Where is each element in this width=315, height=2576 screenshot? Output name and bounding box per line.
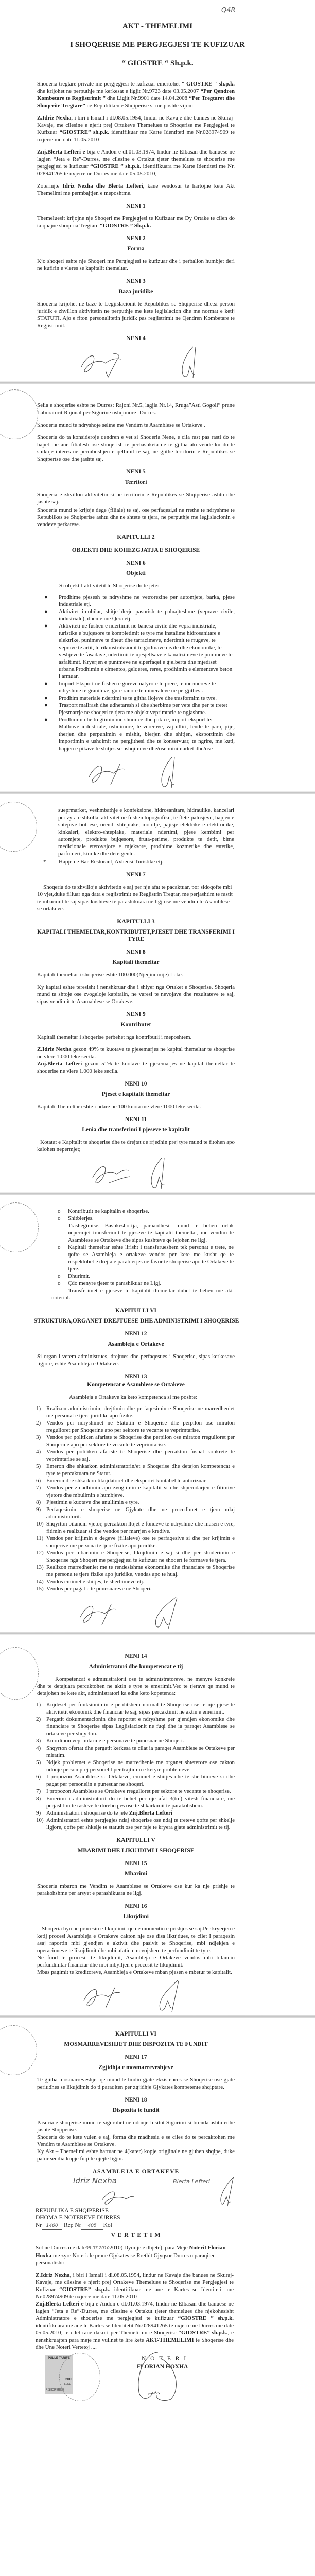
signature-idriz-mark <box>98 2188 134 2207</box>
list-item-text: Pergatit dokumentacionin dhe raportet e ndryshme per gjendjen ekonomike dhe financiare te Shoqerise sipas Legjislacionit ne fuqi dhe ia paraqet Asamblese se ortakeve per shqyrtim. <box>46 1716 235 1737</box>
list-item <box>36 1520 235 1535</box>
article-text: Si organ i vetem administrues, drejtues dhe perfaqesues i Shoqerise, sipas kerkesave ligjore, eshte Asambleja e Ortakeve. <box>37 1353 235 1367</box>
article-title: Zgjidhja e mosmarreveshjeve <box>98 2064 173 2071</box>
verification-title: V E R T E T I M <box>111 2232 161 2239</box>
list-number: 10) <box>36 1817 44 1823</box>
chapter-heading: KAPITULLI 3 <box>117 919 155 925</box>
article-text: Kotatat e Kapitalit te shoqerise dhe te drejtat qe rrjedhin prej tyre mund te fitohen apo kalohen nepermjet; <box>37 1139 235 1153</box>
signature-idriz: Idriz Nexha <box>73 2176 117 2185</box>
article-heading: NENI 12 <box>125 1331 147 1337</box>
article-text: Shoqeria do te zhvilloje aktivitetin e saj per nje afat te pacaktuar, por sidoqofte mbi 10 vjet,duke filluar nga data e regjistrimit ne Regjistrin Tregtar, me perjashtim te rastit te mbarimit te saj sipas kushteve te parashikuara ne ligj ose me vendim te Asamblese se ortakeve. <box>37 884 233 912</box>
list-number: 5) <box>36 1463 41 1469</box>
notary-signature-label: N O T E R I <box>142 2355 188 2362</box>
verification-blerta: Znj.Blerta Lefteri e bija e Andon e dl.01.03.1974, lindur ne Elbasan dhe banuese ne lagjen “Jeta e Re”-Durres, me cilesine e Ortakut tjeter themelues dhe njekohesisht Administratore e shoqerise me pergjegjesi te kufizuar “GIOSTRE ” sh.p.k. identifikuara me ane te Kartes se Identitetit Nr.028941265 te nxjerre ne Durres me date 05.05.2010, te cilet rane dakort per Themelimin e Shoqerise “GIOSTRE” sh.p.k., e nenshkruajten para meje me vullnet te lire kete AKT-THEMELIMI te Shoqerise dhe dhe Une Noteri Vertetoj .... <box>36 2301 234 2350</box>
article-heading: NENI 3 <box>126 278 146 284</box>
list-item-text: Vendos cmimet e shitjes, te sherbimeve etj. <box>46 1579 145 1585</box>
list-item-text: Vendos per politiken afariste te Shoqerise dhe perpilon ose miraton rregulloret per Shoqerine apo per sektore te vecante te veprimtarise. <box>46 1434 235 1448</box>
article-heading: NENI 4 <box>126 335 146 342</box>
assembly-title: ASAMBLEJA E ORTAKEVE <box>92 2168 180 2175</box>
chapter-title: MOSMARREVESHJET DHE DISPOZITA TE FUNDIT <box>64 2041 208 2047</box>
list-number: 11) <box>36 1535 44 1541</box>
article-heading: NENI 10 <box>125 1081 147 1087</box>
list-item-text: Emeron dhe shkarkon likujdatoret dhe ekspertet kontabel te autorizuar. <box>46 1478 207 1484</box>
list-item <box>36 1463 235 1477</box>
list-number: 4) <box>36 1745 41 1751</box>
list-number: 3) <box>36 1738 41 1744</box>
list-item: o Kapitali themeltar eshte lirisht i transferueshem tek personat e trete, ne qofte se Asambleja e ortakeve vendos per kete me kusht qe te respektohet e drejta e parablerjes ne favor te shoqerise apo te Ortakeve te tjere. <box>58 1244 234 1272</box>
article-title: Kontributet <box>120 1022 151 1028</box>
list-item <box>36 1549 235 1564</box>
list-number: 10) <box>36 1521 44 1527</box>
list-item: ● Import-Eksport ne fushen e gureve natyrore te prere, te mermereve te ndryshme te graniteve, gure ranore te mineraleve ne pergjithesi. <box>44 681 216 694</box>
article-heading: NENI 13 <box>125 1374 147 1380</box>
article-title: Territori <box>125 479 147 485</box>
article-title: Baza juridike <box>118 289 153 295</box>
list-number: 6) <box>36 1478 41 1484</box>
transfer-list <box>58 1208 234 1287</box>
circle-bullet-icon: o <box>58 1208 61 1214</box>
list-item-text: Administratori i shoqerise do te jete Znj.Blerta Lefteri <box>46 1810 172 1816</box>
list-item-text: Kujdeset per funksionimin e perditshem normal te Shoqerise ose te nje pjese te aktivitetit ekonomik dhe financiar te saj, sipas percaktimit ne aktin e emerimit. <box>46 1702 235 1715</box>
chapter-heading: KAPITULLI VI <box>115 2031 156 2037</box>
share-blerta: Znj.Blerta Lefteri gezon 51% te kuotave te pjesemarjes ne kapital themeltar te shoqerise ne vlere 1.000 leke secila. <box>37 1061 235 1074</box>
page-1 <box>0 0 315 381</box>
intro-paragraph: Shoqeria tregtare private me pergjegjesi te kufizuar emertohet " GIOSTRE " sh.p.k. dhe krijohet ne perputhje me kerkesat e ligjit Nr.9723 date 03.05.2007 “Per Qendren Kombetare te Regjistrimit ” dhe Ligjit Nr.9901 date 14.04.2008 “Per Tregtaret dhe Shoqerite Tregtare” ne Republiken e Shqiperise si me poshte vijon: <box>37 81 235 109</box>
article-text: Shoqeria krijohet ne baze te Legjislacionit te Republikes se Shqiperise dhe,si person juridik e zhvillon aktivitetin ne perputhje me kete legjislacion dhe me normat e ketij STATUTI. Ajo e fiton personalitetin juridik pas regjistrimit ne Qendren Kombetare te Regjistrimit. <box>37 301 235 329</box>
article-heading: NENI 11 <box>125 1116 147 1123</box>
list-number: 13) <box>36 1564 44 1570</box>
circle-bullet-icon: o <box>58 1244 61 1250</box>
list-item: * Hapjen e Bar-Restorant, Axhensi Turistike etj. <box>43 859 164 865</box>
list-item: ● Prodhime pjesesh te ndryshme ne vetrorezine per automjete, barka, pjese industriale etj. <box>44 594 235 607</box>
list-number: 15) <box>36 1586 44 1592</box>
founder-blerta: Znj.Blerta Lefteri e bija e Andon e dl.01.03.1974, lindur ne Elbasan dhe banuese ne lagjen “Jeta e Re”-Durres, me cilesine e Ortakut tjeter themelues te shoqerise me pergjegjesi te kufizuar “GIOSTRE ” sh.p.k. identifikuara me Karte Identiteti me Nr. 028941265 te nxjerre ne Durres me date 05.05.2010, <box>37 149 235 177</box>
article-text: Ky kapital eshte teresisht i nenshkruar dhe i shlyer nga Ortaket e Shoqerise. Shoqeria mund ta shtoje ose zvogeloje kapitalin, ne varesi te nevojave dhe rezultateve te saj, sipas vendimit te Asamablese se Ortakeve. <box>37 984 235 1005</box>
bullet-icon: ● <box>44 594 48 600</box>
article-text: Shoqeria mbaron me Vendim te Asamblese se Ortakeve ose kur ka nje prishje te parakohshme per arsyet e parashikuara ne ligj. <box>37 1883 235 1896</box>
signature-idriz <box>76 1597 117 1628</box>
article-text: Shoqeria mund te krijoje dege (filiale) te saj, ose perfaqesi,si ne rrethe te ndryshme te Republikes se Shqiperise ashtu dhe ne shtete te tjera, ne perputhje me legjislacionin e vendeve perkatese. <box>37 507 235 528</box>
bullet-icon: ● <box>44 717 48 723</box>
article-title: Kapitali themeltar <box>112 959 160 965</box>
signature-blerta <box>178 345 203 379</box>
assembly-signatures <box>0 2175 315 2207</box>
article-title: Administratori dhe kompetencat e tij <box>89 1664 183 1670</box>
chapter-title: OBJEKTI DHE KOHEZGJATJA E SHOQERISE <box>72 547 200 553</box>
circle-bullet-icon: o <box>58 1273 61 1279</box>
signature-row <box>0 1979 315 2013</box>
notary-header <box>36 2207 315 2230</box>
list-item-text: I propozon Asamblese se Ortakeve, cmimet e shitjes dhe te sherbimeve si dhe pagat per personelin e punesuar ne shoqeri. <box>46 1774 235 1787</box>
article-heading: NENI 16 <box>125 1903 147 1909</box>
list-item-text: Pjestimin e kuotave dhe anullimin e tyre. <box>46 1499 139 1505</box>
handwritten-page-mark: Q4R <box>221 7 236 14</box>
article-text: Shoqeria do ta konsideroje qendren e vet si Shoqeria Nene, e cila rast pas rasti do te hapet me ane filialesh ose shoqerish te perbashketa ne te gjitha ato vende ku do te shikoje interes ne permbushjen e qellimit te saj, ne gjithe territorin e Republikes se Shqiperise ose dhe jashte saj. <box>37 434 235 462</box>
list-item: o Shitblerjes. <box>58 1215 94 1222</box>
article-text: Kapitali Themeltar eshte i ndare ne 100 kuota me vlere 1000 leke secila. <box>37 1104 201 1110</box>
list-number: 1) <box>36 1702 41 1708</box>
article-title: Dispozita te fundit <box>112 2107 160 2113</box>
list-item-text: Perfaqesimin e shoqerise ne Gjykate dhe ne procedimet e tjera ndaj administratorit. <box>46 1506 235 1520</box>
notary-seal <box>0 389 38 439</box>
notary-signature <box>135 2351 184 2402</box>
notary-register: Nr 1460 Rep Nr 405 Kol <box>36 2222 315 2230</box>
signature-blerta <box>154 1979 183 2013</box>
list-item <box>36 1744 235 1759</box>
page-3 <box>0 794 315 1192</box>
share-idriz: Z.Idriz Nexha gezon 49% te kuotave te pjesemarjes ne kapital themeltar te shoqerise ne vlere 1.000 leke secila. <box>37 1046 235 1060</box>
article-text: Shoqeria e zhvillon aktivitetin si ne territorin e Republikes se Shqiperise ashtu dhe jashte saj. <box>37 492 235 505</box>
notary-seal <box>0 2025 37 2075</box>
list-item <box>36 1506 235 1520</box>
article-heading: NENI 9 <box>126 1011 146 1018</box>
list-number: 9) <box>36 1810 41 1816</box>
list-item-text: Vendos per mbarimin e Shoqerise, likujdimin e saj si dhe per shnderimin e Shoqerise nga Shoqeri me pergjegjesi te kufizuar ne shoqeri te formave te tjera. <box>46 1550 235 1563</box>
competences-list <box>36 1405 235 1592</box>
bullet-icon: ● <box>44 623 48 629</box>
list-item <box>36 1716 235 1737</box>
list-item: o Dhurimit. <box>58 1273 91 1279</box>
list-item-text: Ndjek problemet e Shoqerise ne marredhenie me organet shteterore ose cakton ndonje person prej personelit per trajtimin e ketyre problemeve. <box>46 1759 235 1773</box>
article-heading: NENI 2 <box>126 235 146 242</box>
notary-seal <box>0 802 37 852</box>
article-title: Mbarimi <box>124 1871 148 1877</box>
document-title: AKT - THEMELIMI <box>122 22 193 30</box>
article-title: Forma <box>127 246 145 252</box>
list-item: ● Aktivitet imobilar, shitje-blerje pasurish te paluajteshme (veprave civile, industriale), dhenie me Qera etj. <box>44 608 235 622</box>
list-item <box>36 1578 235 1585</box>
list-number: 14) <box>36 1579 44 1585</box>
list-item <box>36 1788 235 1795</box>
list-item <box>36 1405 235 1419</box>
list-item <box>36 1448 235 1463</box>
list-item: ● Trasport mallrash dhe udhetaresh si dhe sherbime per vete dhe per te tretet Pjesmarrje ne shoqeri te tjera me objekt veprimtarie te ngjashme. <box>44 702 227 716</box>
circle-bullet-icon: o <box>58 1280 61 1286</box>
page-2 <box>0 384 315 791</box>
notary-signature-area <box>0 2351 315 2402</box>
list-number: 5) <box>36 1759 41 1766</box>
notary-name: FLORIAN HOXHA <box>137 2364 188 2370</box>
list-item-text: Vendos per pagat e te punesuareve ne Shoqeri. <box>46 1586 152 1592</box>
list-item-text: Shqyrton bilancin vjetor, percakton llojet e fondeve te ndryshme dhe masen e tyre, fitimin e realizuar si dhe vendos per marrjen e kredive. <box>46 1521 235 1534</box>
article-heading: NENI 8 <box>126 949 146 955</box>
article-title: Objekti <box>126 570 146 577</box>
page-6 <box>0 2018 315 2404</box>
signature-row <box>0 1156 315 1190</box>
page-4 <box>0 1195 315 1632</box>
article-title: Asambleja e Ortakeve <box>108 1341 164 1347</box>
article-title: Kompetencat e Asamblese se Ortakeve <box>87 1382 185 1388</box>
list-item <box>36 1419 235 1434</box>
rep-number: 405 <box>81 2222 103 2230</box>
notary-seal <box>0 1202 39 1252</box>
article-text: Asambleja e Ortakeve ka keto kompetenca si me poshte: <box>69 1394 198 1400</box>
document-subtitle: I SHOQERISE ME PERGJEGJESI TE KUFIZUAR <box>70 41 245 49</box>
article-text: Kapitali themeltar i shoqerise eshte 100.000(Njeqindmije) Leke. <box>37 972 183 978</box>
list-number: 7) <box>36 1485 41 1491</box>
administrator-name: Znj.Blerta Lefteri <box>129 1810 172 1816</box>
register-number: 1460 <box>42 2222 62 2230</box>
list-item <box>36 1773 235 1788</box>
chapter-title: STRUKTURA,ORGANET DREJTUESE DHE ADMINISTRIMI I SHOQERISE <box>33 1318 239 1324</box>
article-text: Transferimet e pjeseve te kapitalit themeltar duhet te behen me akt noterial. <box>51 1287 233 1301</box>
article-heading: NENI 7 <box>126 872 146 878</box>
list-item-text: Vendos per krijimin e degeve (filialeve) ose te perfaqesive si dhe per krijimin e shoqerive me persona te tjere fizike apo juridike. <box>46 1535 235 1549</box>
signature-blerta-mark <box>216 2175 237 2207</box>
tax-stamp: PULLE TARIFE 200 LEKE R.SHQIPERISE <box>45 2355 73 2394</box>
list-item: o Kontributit ne kapitalin e shoqerise. <box>58 1208 149 1214</box>
notary-country: REPUBLIKA E SHQIPERISE <box>36 2208 109 2214</box>
list-item <box>36 1535 235 1549</box>
article-heading: NENI 5 <box>126 469 146 475</box>
article-heading: NENI 18 <box>125 2097 147 2103</box>
list-number: 2) <box>36 1716 41 1722</box>
chapter-heading: KAPITULLI 2 <box>117 534 155 540</box>
list-item: ● Prodhimin dhe tregtimin me shumice dhe pakice, import-eksport te: Mallrave industriale, ushqimore, te vererave, vaj ulliri, lende te para, pije, therjen dhe perpunimin e mishit, blerjen dhe shitjen, eksportimin dhe importimin e ushqimit ne pergjithesi dhe te konservuar, te ngrire, me kuti, hapjen e pikave te shitjes se ushqimeve dhe/ose minimarket dhe/ose <box>44 717 235 752</box>
signature-idriz <box>85 756 126 787</box>
list-number: 8) <box>36 1795 41 1802</box>
list-number: 7) <box>36 1788 41 1794</box>
list-item-text: Administratori eshte pergjegjes ndaj shoqerise ose ndaj te treteve qofte per shkelje ligjore, qofte per shkelje te statutit ose per faje te kryera gjate administrimit te tij. <box>46 1817 235 1831</box>
signature-idriz <box>77 346 126 378</box>
list-number: 4) <box>36 1449 41 1455</box>
signature-row <box>0 345 315 379</box>
list-item-text: Vendos per zmadhimin apo zvoglimin e kapitalit si dhe shperndarjen e fitimive vjetore dhe mbulimin e humbjeve. <box>46 1485 235 1498</box>
list-number: 3) <box>36 1434 41 1440</box>
article-heading: NENI 14 <box>125 1653 147 1659</box>
asterisk-icon: * <box>43 859 46 865</box>
article-title: Lenia dhe transferimi I pjeseve te kapitalit <box>82 1127 190 1133</box>
list-item: Trashegimise. Bashkeshortja, paraardhesit mund te behen ortak nepermjet transferimit te pjeseve te kapitalit themeltar, me vendim te Asamblese se Ortakeve dhe sipas kushteve qe lejohen ne ligj. <box>68 1223 234 1243</box>
article-heading: NENI 17 <box>125 2054 147 2060</box>
article-title: Likujdimi <box>123 1913 149 1920</box>
list-number: 12) <box>36 1550 44 1556</box>
signature-blerta: Blerta Lefteri <box>173 2178 210 2185</box>
article-heading: NENI 15 <box>125 1860 147 1867</box>
list-number: 1) <box>36 1405 41 1412</box>
list-item <box>36 1701 235 1716</box>
list-number: 8) <box>36 1499 41 1505</box>
list-item-text: I propozon Asamblese se Ortakeve rregulloret per sektore te vecante te shoqerise. <box>46 1788 231 1794</box>
signature-blerta <box>147 1156 170 1190</box>
list-item-text: Shqyrton ofertat dhe pergatit kerkesa te cilat ia paraqet Asamblese se Ortakeve per miratim. <box>46 1745 235 1758</box>
list-item-text: Realizon administrimin, drejtimin dhe perfaqesimin e Shoqerise ne marredheniet me personat e tjere juridike apo fizike. <box>46 1405 235 1419</box>
article-heading: NENI 6 <box>126 560 146 566</box>
signature-blerta <box>157 755 180 789</box>
list-item <box>36 1817 235 1831</box>
list-item <box>36 1484 235 1499</box>
bullet-icon: ● <box>44 695 48 701</box>
article-text: Mbas pagimit te kreditoreve, Asambleja e Ortakeve mban pjesen e mbetur te kapitalit. <box>37 1969 232 1975</box>
article-text: Kjo shoqeri eshte nje Shoqeri me Pergjegjesi te kufizuar dhe i perballon humbjet deri ne kufirin e vleres se kapitalit themeltar. <box>37 258 235 272</box>
list-item: ● Aktiviteti ne fushen e ndertimit ne banesa civile dhe vepra indistriale, turistike e bujqesore te kompletimit te tyre me instalime hidrosanitare e elektrike, punimeve te dheut dhe tarracimeve, ndertimit te rrugeve, te veprave te artit, te rikonstruksionit te godinave civile dhe ekonomike, te veshjeve te fasadave, ndertimit te ujesjellsave e kanalizimeve te punimeve te asfaltimit. Kryerjen e punimeve ne siperfaqet e gjelberta dhe mjediset urbane.Prodhimin e cimentos, gelqeres, reres, prodhimin e elementeve beton i armuar. <box>44 623 233 680</box>
list-item <box>36 1809 235 1817</box>
bullet-icon: ● <box>44 608 48 615</box>
article-text: Shoqeria mund te ndryshoje seline me Vendim te Asamblese se Ortakeve . <box>37 422 205 428</box>
company-name: “ GIOSTRE “ Sh.p.k. <box>121 59 194 67</box>
signature-idriz <box>89 1157 130 1188</box>
list-item <box>36 1564 235 1578</box>
verification-idriz: Z.Idriz Nexha, i biri i Ismail i dl.08.05.1954, lindur ne Kavaje dhe banues ne Skuraj-Kavaje, me cilesine e njerit prej Ortakeve Themelues te Shoqerise me Pergjegjesi te Kufizuar “GIOSTRE” sh.p.k. identifikuar me ane te Kartes se Identitetit me Nr.028974909 te nxjerre me date 11.05.2010 <box>36 2272 234 2300</box>
list-number: 9) <box>36 1506 41 1513</box>
list-item-continuation: sueprmarket, veshmbathje e konfeksione, hidrosanitare, hidraulike, kancelari per zyra e shkolla, aktivitet ne fushen topografike, te flete-palosjeve, hapjen e shtepive botuese, orendi shtepiake, mobilje, pajisje elektrike e elektronike, kinkaleri, elektro-shtepiake, materiale ndertimi, pjese kembimi per automjete, produkte bujqesore, fruta-perime, produkte te detit, bime medicionale eterovajore e mjeksore, prodhime kozmetike dhe estetike, parfumeri, kimike dhe detergente. <box>58 807 234 857</box>
chapter-title: KAPITALI THEMELTAR,KONTRIBUTET,PJESET DHE TRANSFERIMI I TYRE <box>37 929 235 942</box>
founders-statement: Zoterinjte Idriz Nexha dhe Blerta Lefteri, kane vendosur te hartojne kete Akt Themelimi me permbajtjen e meposhtme. <box>37 183 235 196</box>
article-text: Kompetencat e administratorit ose te administratoreve, ne menyre konkrete dhe te detajuara percaktohen ne aktin e tyre te emerimit.Vec te tjerave qe mund te detajohen ne kete akt, administratori ka edhe keto kopetenca: <box>37 1676 235 1697</box>
page-5 <box>0 1635 315 2015</box>
article-text: Te gjitha mosmarreveshjet qe mund te lindin gjate ekzistences se Shoqerise ose gjate periudhes se likujdimit do ti paraqiten per zgjidhje Gjykates kompetente shqiptare. <box>37 2077 235 2090</box>
list-item-text: Emerimi i administratorit do te behet per nje afat 3(tre) vitesh financiare, me perjashtim te rasteve te doreheqjes ose te shkarkimit te parakohshem. <box>46 1795 235 1809</box>
list-item-text: Vendos per ndryshimet ne Statutin e Shoqerise dhe perpilon ose miraton rregulloret per Shoqerine apo per sektore te vecante te veprimtarise. <box>46 1420 235 1433</box>
article-title: Pjeset e kapitalit themeltar <box>101 1091 170 1097</box>
activity-list <box>44 594 235 752</box>
article-text: Kapitali themeltar i shoqerise perbehet nga kontributii i meposhtem. <box>37 1034 192 1040</box>
signature-blerta <box>150 1596 181 1630</box>
article-text: Shoqeria hyn ne procesin e likujdimit qe ne momentin e prishjes se saj.Per kryerjen e ketij procesi Asambleja e Ortakeve cakton nje ose disa likujdues, te cilet I paraqesin asaj raportin mbi gjendjen e aktivit dhe pasivit te Shoqerise, mbi ndjekjen e operacioneve te likujdimit dhe mbi afatin e nevojshem te perfundimit te tyre. <box>37 1926 235 1954</box>
article-text: Selia e shoqerise eshte ne Durres: Rajoni Nr.5, lagjia Nr.14, Rruga”Asti Gogoli” prane Laboratorit Rajonal per Sigurine ushqimore -Durres. <box>37 402 235 416</box>
list-item-text: Koordinon veprimtarine e personave te punesuar ne Shoqeri. <box>46 1738 184 1744</box>
signature-row <box>0 755 315 789</box>
verification-text: Sot ne Durres me date05.07.20102010( Dymije e dhjete), para Meje Noterit Florian Hoxha me zyre Noteriale prane Gjykates se Rrethit Gjyqsor Durres u paraqiten personalisht: <box>36 2245 226 2266</box>
article-text: Ky Akt – Themelimi eshte hartuar ne 4(kater) kopje origjinale ne gjuhen shqipe, duke patur secilia kopje fuqi te njejte ligjor. <box>37 2148 235 2162</box>
list-item <box>36 1585 235 1592</box>
list-item-text: Emeron dhe shkarkon administratorin/et e Shoqerise dhe detajon kompetencat e tyre te percaktuara ne Statut. <box>46 1463 235 1477</box>
list-number: 2) <box>36 1420 41 1426</box>
list-item-text: Vendos per politiken afariste te Shoqerise dhe percakton fushat konkrete te veprimtarise se saj. <box>46 1449 235 1462</box>
list-item <box>36 1795 235 1809</box>
list-item <box>36 1499 235 1506</box>
list-item: o Çdo menyre tjeter te parashikuar ne Ligj. <box>58 1280 162 1286</box>
chapter-heading: KAPITULLI VI <box>115 1308 156 1314</box>
bullet-icon: ● <box>44 702 48 708</box>
founder-idriz: Z.Idriz Nexha, i biri i Ismail i dl.08.05.1954, lindur ne Kavaje dhe banues ne Skuraj-Kavaje, me cilesine e njerit prej Ortakeve Themelues te Shoqerise me Pergjegjesi te Kufizuar “GIOSTRE” sh.p.k. identifikuar me Karte Identiteti me Nr.028974909 te nxjerre me date 11.05.2010 <box>37 115 235 143</box>
article-text: Si objekt I aktivitetit te Shoqerise do te jete: <box>59 583 159 589</box>
article-text: Themeluesit krijojne nje Shoqeri me Pergjegjesi te Kufizuar me Dy Ortake te cilen do ta quajne shoqeria Tregtare “GIOSTRE ” Sh.p.k. <box>37 215 235 229</box>
article-heading: NENI 1 <box>126 203 146 209</box>
list-item <box>36 1759 235 1773</box>
article-text: Shoqeria do te kete vulen e saj, forma dhe madhesia e se ciles do te percaktohen me Vendim te Asamblese se Ortakeve. <box>37 2134 235 2147</box>
article-text: Pasuria e shoqerise mund te sigurohet ne ndonje Insitut Sigurimi si brenda ashtu edhe jashte Shqiperise. <box>37 2120 235 2133</box>
list-item <box>36 1737 235 1744</box>
administrator-competences-list <box>36 1701 235 1831</box>
notary-seal <box>59 2353 100 2401</box>
notary-seal <box>0 1647 39 1700</box>
chapter-title: MBARIMI DHE LIKUJDIMI I SHOQERISE <box>77 1848 195 1854</box>
list-item: ● Prodhim materiale ndertimi te te gjitha llojeve dhe trasformim te tyre. <box>44 695 217 701</box>
circle-bullet-icon: o <box>58 1215 61 1222</box>
chapter-heading: KAPITULLI V <box>116 1837 155 1843</box>
notary-chamber: DHOMA E NOTEREVE DURRES <box>36 2215 120 2221</box>
bullet-icon: ● <box>44 681 48 687</box>
list-number: 6) <box>36 1774 41 1780</box>
list-item <box>36 1477 235 1484</box>
list-item-text: Realizon marredheniet me te rendesishme ekonomike dhe financiare te Shoqerise me persona te tjere fizike apo juridike, vendas apo te huaj. <box>46 1564 235 1578</box>
article-text: Ne fund te procesit te likujdimit, Asambleja e Ortakeve vendos mbi bilancin perfundimtar financiar dhe mbi mbylljen e procesit te likujdimit. <box>37 1955 235 1968</box>
signature-idriz <box>80 1980 121 2011</box>
list-item <box>36 1434 235 1448</box>
handwritten-date: 05.07.2010 <box>85 2246 110 2250</box>
signature-row <box>0 1596 315 1630</box>
